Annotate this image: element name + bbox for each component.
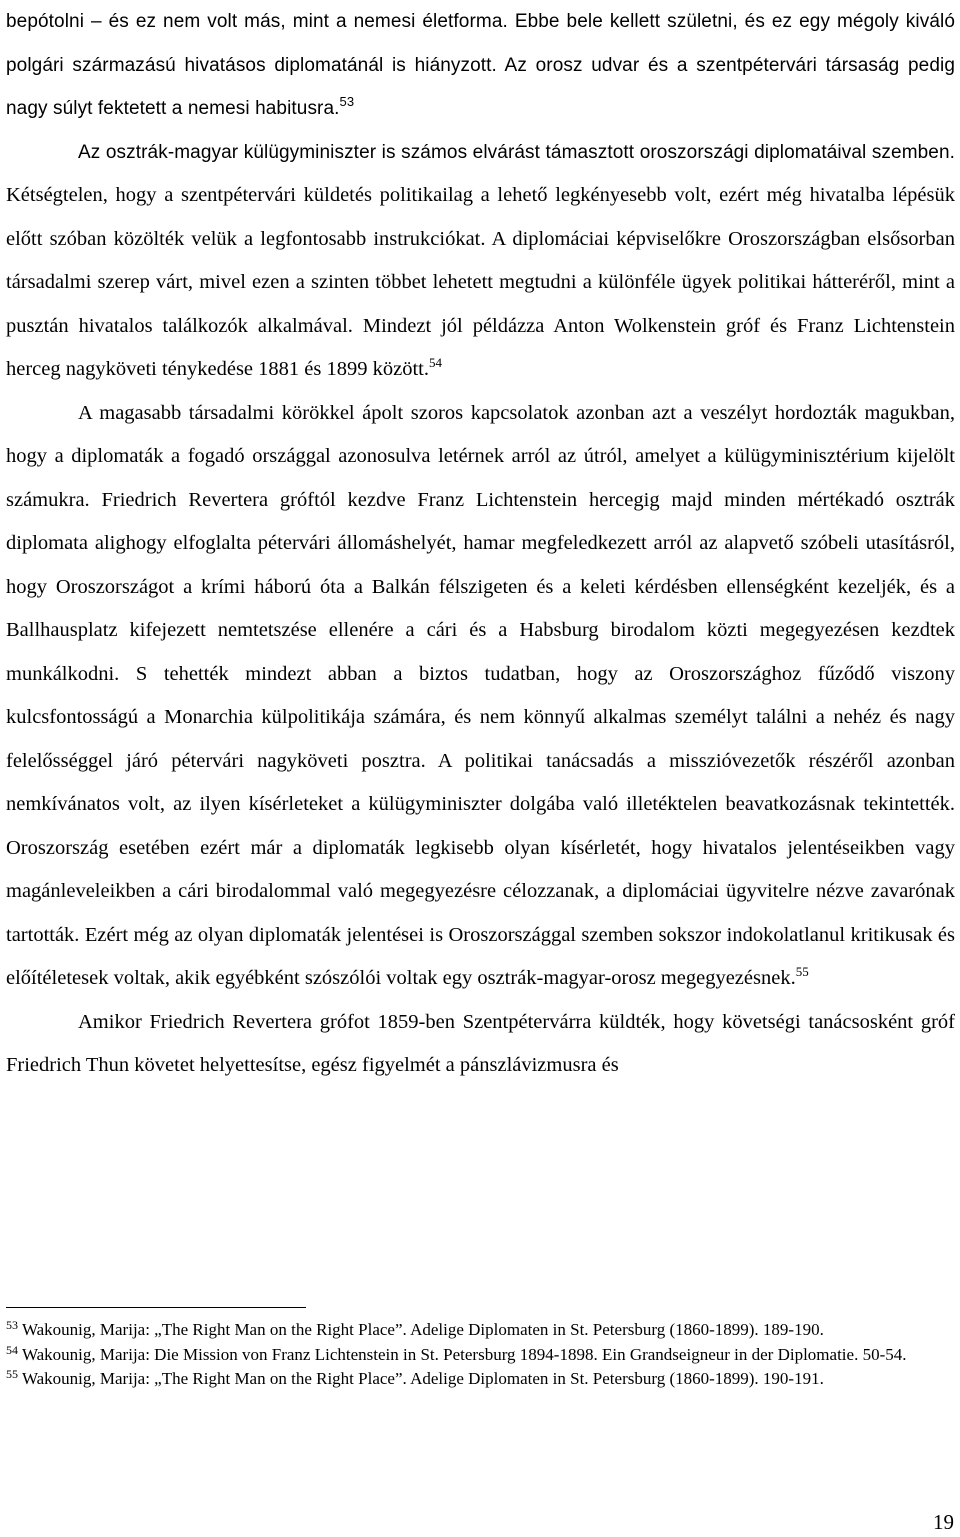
- paragraph-3: [6, 392, 955, 1001]
- document-page: [6, 0, 955, 1088]
- paragraph-2-text-sans: Az osztrák-magyar külügyminiszter is számos elvárást támasztott oroszországi diplomatáival szemben.: [78, 141, 955, 163]
- footnote-55: [6, 1367, 955, 1392]
- footnote-54: [6, 1343, 955, 1368]
- body-text: [6, 0, 955, 1088]
- footnote-text: Wakounig, Marija: Die Mission von Franz Lichtenstein in St. Petersburg 1894-1898. Ein Grandseigneur in der Diplomatie. 50-54.: [18, 1344, 907, 1364]
- footnote-ref-54: 54: [428, 355, 442, 370]
- paragraph-4: [6, 1001, 955, 1088]
- footnote-ref-55: 55: [795, 964, 809, 979]
- footnote-number: 54: [6, 1342, 18, 1357]
- footnote-ref-53: 53: [339, 94, 355, 109]
- paragraph-1: [6, 0, 955, 131]
- footnote-text: Wakounig, Marija: „The Right Man on the Right Place”. Adelige Diplomaten in St. Petersburg (1860-1899). 189-190.: [18, 1320, 824, 1339]
- footnote-53: [6, 1318, 955, 1343]
- paragraph-2: [6, 131, 955, 392]
- paragraph-4-text: Amikor Friedrich Revertera grófot 1859-ben Szentpétervárra küldték, hogy követségi tanácsosként gróf Friedrich Thun követet helyettesítse, egész figyelmét a pánszlávizmusra és: [6, 1010, 955, 1076]
- paragraph-2-text-body: Kétségtelen, hogy a szentpétervári küldetés politikailag a lehető legkényesebb volt, ezért még hivatalba lépésük előtt szóban közölték velük a legfontosabb instrukciókat. A diplomáciai képviselőkre Oroszországban elsősorban társadalmi szerep várt, mivel ezen a szinten többet lehetett megtudni a különféle ügyek politikai hátteréről, mint a pusztán hivatalos találkozók alkalmával.: [6, 184, 955, 337]
- footnotes: [6, 1318, 955, 1392]
- footnote-number: 53: [6, 1318, 18, 1332]
- page-number: 19: [933, 1510, 954, 1534]
- paragraph-1-text: bepótolni – és ez nem volt más, mint a nemesi életforma. Ebbe bele kellett születni, és ez egy mégoly kiváló polgári származású hivatásos diplomatánál is hiányzott. Az orosz udvar és a szentpétervári társaság pedig nagy súlyt fektetett a nemesi habitusra.: [6, 11, 955, 119]
- footnote-number: 55: [6, 1367, 18, 1381]
- footnote-text: Wakounig, Marija: „The Right Man on the Right Place”. Adelige Diplomaten in St. Petersburg (1860-1899). 190-191.: [18, 1369, 824, 1388]
- footnote-separator: [6, 1307, 306, 1308]
- paragraph-3-text: A magasabb társadalmi körökkel ápolt szoros kapcsolatok azonban azt a veszélyt hordozták magukban, hogy a diplomaták a fogadó országgal azonosulva letérnek arról az útról, amelyet a külügyminisztérium kijelölt számukra. Friedrich Revertera gróftól kezdve Franz Lichtenstein hercegig majd minden mértékadó osztrák diplomata alighogy elfoglalta pétervári állomáshelyét, hamar megfeledkezett arról az alapvető szóbeli utasításról, hogy Oroszországot a krími háború óta a Balkán félszigeten és a keleti kérdésben ellenségként kezeljék, és a Ballhausplatz kifejezett nemtetszése ellenére a cári és a Habsburg birodalom közti megegyezésen kezdtek munkálkodni. S tehették mindezt abban a biztos tudatban, hogy az Oroszországhoz fűződő viszony kulcsfontosságú a Monarchia külpolitikája számára, és nem könnyű alkalmas személyt találni a nehéz és nagy felelősséggel járó pétervári nagyköveti posztra. A politikai tanácsadás a misszióvezetők részéről azonban nemkívánatos volt, az ilyen kísérleteket a külügyminiszter dolgába való illetéktelen beavatkozásnak tekintették. Oroszország esetében ezért már a diplomaták legkisebb olyan kísérletét, hogy hivatalos jelentéseikben vagy magánleveleikben a cári birodalommal való megegyezésre célozzanak, a diplomáciai ügyvitelre nézve zavarónak tartották. Ezért még az olyan diplomaták jelentései is Oroszországgal szemben sokszor indokolatlanul kritikusak és előítéletesek voltak, akik egyébként szószólói voltak egy osztrák-magyar-orosz megegyezésnek.: [6, 401, 955, 989]
- paragraph-2-text-end: Mindezt jól példázza Anton Wolkenstein gróf és Franz Lichtenstein herceg nagyköveti ténykedése 1881 és 1899 között.: [6, 314, 955, 380]
